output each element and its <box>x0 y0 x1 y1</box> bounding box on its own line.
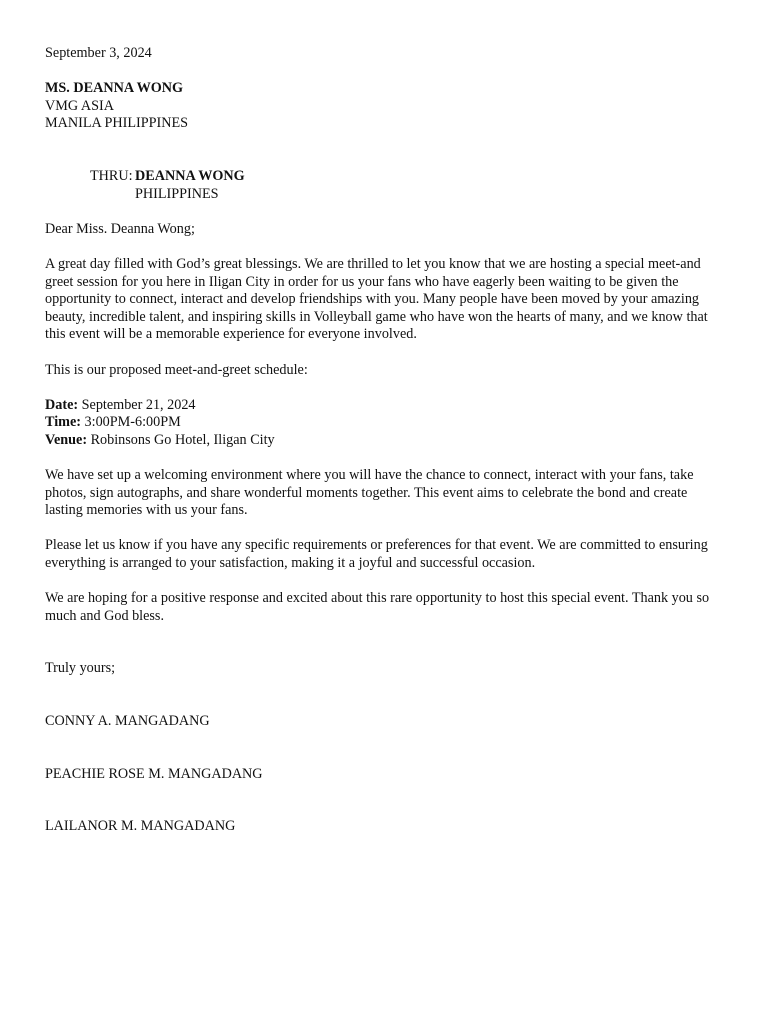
salutation: Dear Miss. Deanna Wong; <box>45 220 195 237</box>
signatory-3: LAILANOR M. MANGADANG <box>45 818 236 835</box>
recipient-location: MANILA PHILIPPINES <box>45 115 189 132</box>
schedule-venue-value: Robinsons Go Hotel, Iligan City <box>87 431 275 448</box>
schedule-time-value: 3:00PM-6:00PM <box>81 414 181 431</box>
body-paragraph-2: We have set up a welcoming environment where you will have the chance to connect, interact with your fans, take photos, sign autographs, and share wonderful moments together. This event aims to celebrate the bond and create lasting memories with us your fans. <box>45 467 694 519</box>
schedule-date <box>45 397 725 415</box>
schedule-block <box>45 397 725 450</box>
signatory-2: PEACHIE ROSE M. MANGADANG <box>45 765 263 782</box>
recipient-name: MS. DEANNA WONG <box>45 80 184 97</box>
schedule-intro: This is our proposed meet-and-greet schedule: <box>45 361 308 378</box>
body-paragraph-1: A great day filled with God’s great blessings. We are thrilled to let you know that we are hosting a special meet-and greet session for you here in Iligan City in order for us your fans who have eagerly been waiting to be given the opportunity to connect, interact and develop friendships with you. Many people have been moved by your amazing beauty, incredible talent, and inspiring skills in Volleyball game who have won the hearts of many, and we know that this event will be a memorable experience for everyone involved. <box>45 255 708 343</box>
thru-label: THRU: <box>90 167 133 184</box>
schedule-time-label: Time: <box>45 414 81 431</box>
letter-page <box>45 45 725 836</box>
recipient-org: VMG ASIA <box>45 97 114 114</box>
body-paragraph-3: Please let us know if you have any specific requirements or preferences for that event. We are committed to ensuring everything is arranged to your satisfaction, making it a joyful and successful occasion. <box>45 537 708 572</box>
schedule-time <box>45 414 725 432</box>
body-paragraph-4: We are hoping for a positive response and excited about this rare opportunity to host this special event. Thank you so much and God bless. <box>45 590 710 624</box>
thru-location: PHILIPPINES <box>135 185 219 202</box>
schedule-date-label: Date: <box>45 396 79 413</box>
closing: Truly yours; <box>45 660 116 677</box>
schedule-venue <box>45 432 725 450</box>
schedule-date-value: September 21, 2024 <box>78 396 196 413</box>
thru-name: DEANNA WONG <box>135 167 245 184</box>
schedule-venue-label: Venue: <box>45 431 88 448</box>
thru-block <box>90 168 725 203</box>
signatory-1: CONNY A. MANGADANG <box>45 713 210 729</box>
recipient-block <box>45 80 725 133</box>
letter-date: September 3, 2024 <box>45 45 152 61</box>
